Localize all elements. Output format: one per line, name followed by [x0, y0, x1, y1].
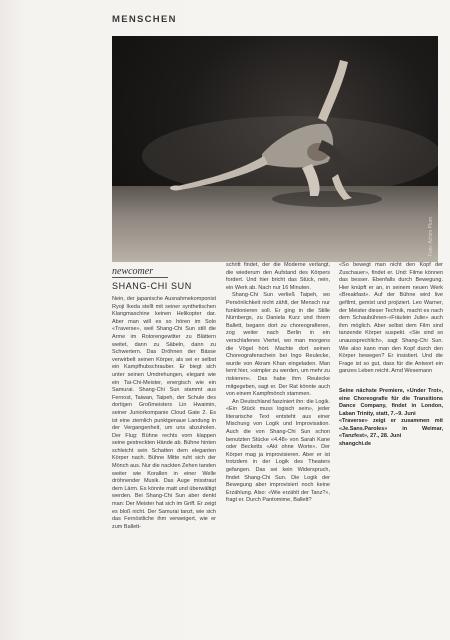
paragraph: Shang-Chi Sun verließ Taipeh, wo Persönlichkeit nicht zählt, der Mensch nur funktionieren soll. Er ging in die Stille Nürnbergs, zu Daniela Kurz und ihrem Ballett, begann dort zu choreografieren, zog weiter nach Berlin in ein verschlafenes Viertel, wo man morgens die Vögel hört. Machte dort seinen Choreografenschein bei Ingo Reulecke, wurde von Akram Khan eingeladen. Man lernt hier, »simpler zu werden, um mehr zu riskieren«. Das habe ihm Reulecke mitgegeben, sagt er. Der Rat könnte auch von einem Kampfmönch stammen. [226, 292, 330, 398]
dancer-figure [112, 36, 438, 262]
event-weimar: «Traverse» zeigt er zusammen mit «Je.Sans.Paroles» in Weimar, «Tanzfest», 27., 28. Juni [339, 418, 443, 440]
article-column-3 [339, 262, 443, 449]
photo-credit: Foto: Achim Plum [428, 216, 434, 256]
article-headline: SHANG-CHI SUN [112, 281, 192, 291]
paragraph: «So bewegt man nicht den Kopf der Zuschauer», findet er. Und: Filme können das besser. Ebenfalls durch Bewegung. Hier knüpft er an, in seinem neuen Werk «Breakfast». Auf der Bühne wird live gefilmt, gemixt und projiziert. Leo Warner, der Meister dieser Technik, macht es nach dem Schaubühnen-«Fräulein Julie» auch ihm möglich. Aber selbst dem Film sind tanzende Körper suspekt. «Sie sind so unaussprechlich», sagt Shang-Chi Sun. Wie also kann man den Kopf durch den Körper bewegen? Er insistiert. Und die Frage ist so gut, dass für die Antwort ein ganzes Leben reicht. Arnd Wesemann [339, 262, 443, 375]
event-info [339, 388, 443, 449]
section-title: MENSCHEN [112, 14, 177, 25]
dancer-photo [112, 36, 438, 262]
paragraph: schritt findet, der die Moderne verlangt, die wiederum den Aufstand des Körpers fordert. Und hier bricht das Stück, nein, ein Werk ab. Nach nur 16 Minuten. [226, 262, 330, 291]
website-link[interactable]: shangchi.de [339, 441, 372, 448]
article-column-1 [112, 296, 216, 531]
event-premiere: Seine nächste Premiere, «Under Trot», eine Choreografie für die Transitions Dance Company, findet in London, Laban Trinity, statt, 7.–9. Juni [339, 387, 443, 417]
paragraph: Nein, der japanische Ausnahmekomponist Ryoji Ikeda stellt mit seiner synthetischen Klangmaschine keinen Helikopter dar. Aber man will es so hören im Solo «Traverse», weil Shang-Chi Sun still die Arme im Rotorengewitter zu Blättern weitet, dann zu Säbeln, dann zu Schwertern. Das Dröhnen der Bässe verwirbelt seinen Körper, als sei er selbst ein Kampfhubschrauber. Er biegt sich unter seinen Umdrehungen, elegant wie ein Tai-Chi-Meister, energisch wie ein Samurai. Shang-Chi Sun stammt aus Fernost, Taiwan, Taipeh, der Schule des dortigen Großmeisters Lin Hwaimin, seiner Juniorkompanie Cloud Gate 2. Es ist eine ziemlich punktgenaue Landung in der Vergangenheit, um uns abzuholen. Der Flug: Bühne rechts vorn klappen seine gestreckten Hände ab. Bühne hinten schleicht sein Schatten dem eleganten Körper nach. Bühne Mitte ruht sich der Mönch aus. Nur die nackten Zehen tanden weiter wie Korallen in einer Welle dröhnender Musik. Das Auge misstraut dem Lärm. Es könnte matt und überwältigt werden. Bei Shang-Chi Sun aber denkt man: Der Meister hat sich im Griff. Er zeigt es bloß nicht. Der Samurai tanzt, wie sich das Fernöstliche ihm verweigert, wie er zum Ballett- [112, 296, 216, 530]
paragraph: An Deutschland fasziniert ihn: die Logik. «Ein Stück muss logisch sein», jeder literarische Text entsteht aus einer Mischung von Logik und Improvisation. Auch die von Shang-Chi Sun schon benutzten Stücke «4.48» von Sarah Kane oder Becketts «Akt ohne Worte». Der Körper mag ja improvisieren. Aber er ist trotzdem in der Logik des Theaters gefangen. Das sei kein Widerspruch, findet Shang-Chi Sun. Die Logik der Bewegung aber improvisiert noch keine Erzählung. Also: «Wie erzählt der Tanz?», fragt er. Durch Pantomime, Ballett? [226, 398, 330, 504]
article-kicker: newcomer [112, 266, 154, 277]
article-column-2 [226, 262, 330, 505]
kicker-divider [112, 277, 168, 278]
